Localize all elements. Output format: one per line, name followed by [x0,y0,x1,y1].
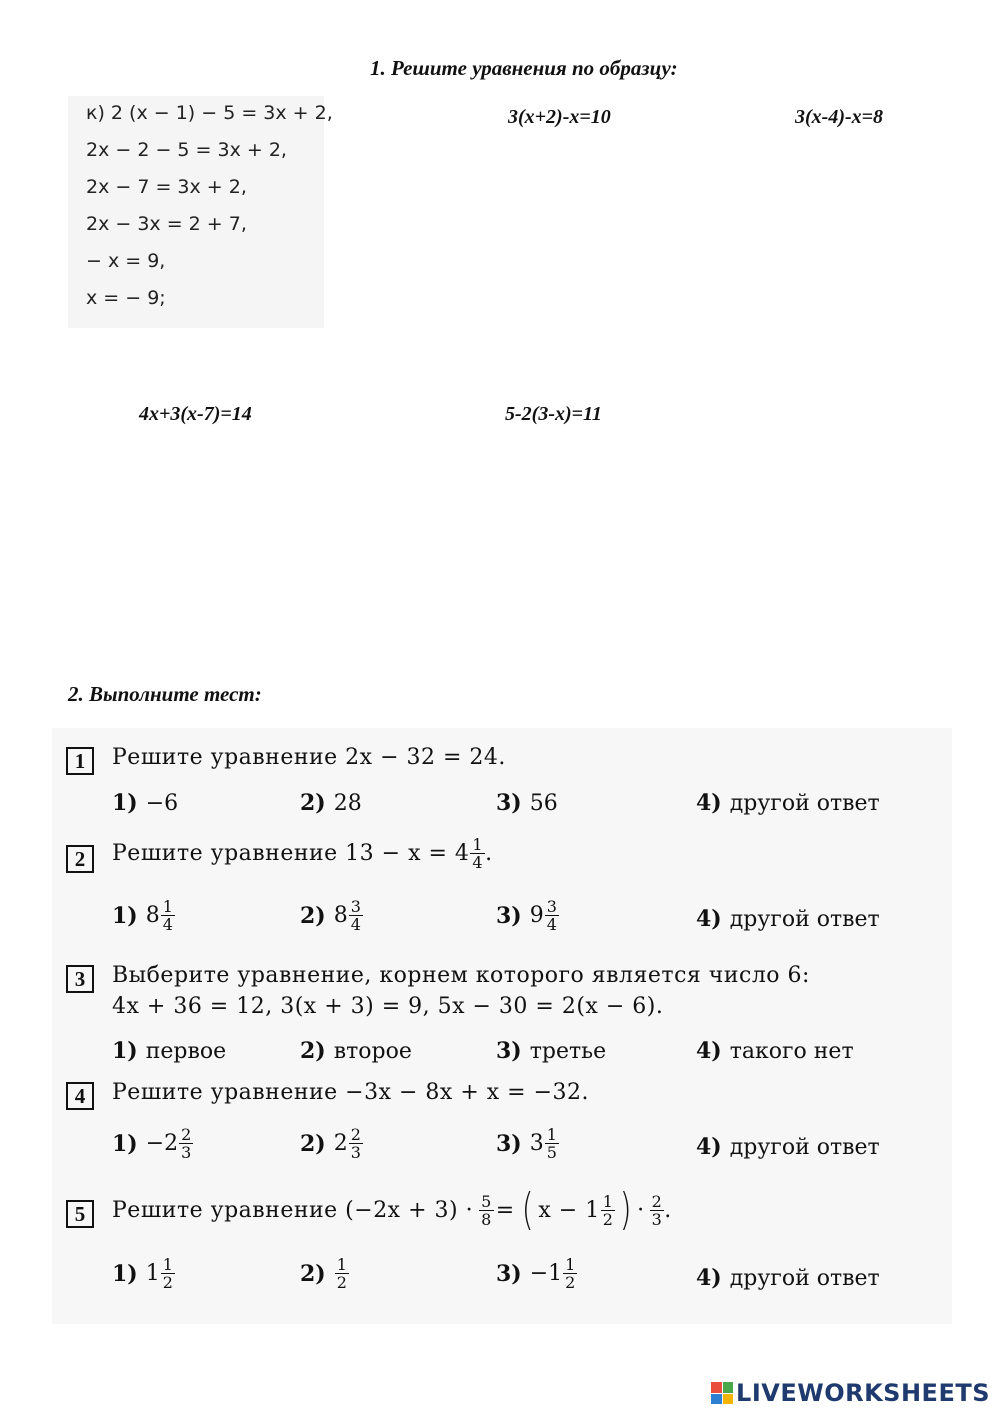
example-line: 2x − 7 = 3x + 2, [86,176,247,198]
fraction-numerator: 1 [162,897,173,916]
fraction-numerator: 1 [565,1255,576,1274]
fraction-denominator: 2 [565,1273,576,1292]
mixed-whole: 3 [529,1131,544,1156]
question-text: Решите уравнение −3x − 8x + x = −32. [112,1080,590,1105]
fraction-denominator: 4 [546,915,557,934]
option-label: 1) [112,1260,138,1287]
answer-option[interactable] [696,906,880,932]
fraction-denominator: 3 [350,1143,361,1162]
answer-option[interactable] [496,1126,559,1161]
answer-option[interactable] [300,790,362,816]
question-text-line2: 4x + 36 = 12, 3(x + 3) = 9, 5x − 30 = 2(x − 6). [112,994,664,1019]
option-label: 3) [496,790,522,816]
option-label: 1) [112,1038,138,1064]
mixed-whole: 2 [333,1131,348,1156]
option-label: 3) [496,1038,522,1064]
mixed-whole: 1 [145,1261,160,1286]
option-label: 4) [696,1134,722,1160]
fraction-numerator: 1 [162,1255,173,1274]
example-line: к) 2 (x − 1) − 5 = 3x + 2, [86,102,333,124]
question-text-main: Решите уравнение 13 − x = 4 [112,841,470,866]
fraction-denominator: 5 [546,1143,557,1162]
fraction-numerator: 1 [546,1125,557,1144]
fraction-denominator: 4 [350,915,361,934]
option-value: другой ответ [729,790,880,816]
answer-option[interactable] [112,790,178,816]
answer-option[interactable] [112,898,175,933]
fraction-numerator: 5 [481,1191,492,1211]
option-label: 4) [696,790,722,816]
test-block [52,728,952,1324]
brand-name: LIVEWORKSHEETS [736,1379,990,1407]
equation-a: 3(x+2)-x=10 [508,106,611,128]
answer-option[interactable] [300,1038,412,1064]
fraction-denominator: 3 [181,1143,192,1162]
option-label: 2) [300,1260,326,1287]
option-value: второе [333,1038,412,1064]
answer-option[interactable] [112,1038,226,1064]
option-label: 4) [696,1038,722,1064]
question-text-main: Решите уравнение (−2x + 3) · [112,1197,474,1223]
logo-square-icon [723,1382,734,1393]
example-solution [68,96,333,328]
option-label: 2) [300,1038,326,1064]
fraction-denominator: 4 [472,853,484,872]
logo-square-icon [723,1394,734,1405]
option-label: 1) [112,902,138,929]
answer-option[interactable] [496,790,558,816]
equation-d: 5-2(3-x)=11 [505,403,602,425]
fraction-denominator: 4 [162,915,173,934]
option-label: 1) [112,1130,138,1157]
fraction-numerator: 3 [350,897,361,916]
fraction-denominator: 2 [336,1273,347,1292]
equation-b: 3(x-4)-x=8 [795,106,884,128]
option-label: 2) [300,790,326,816]
answer-option[interactable] [300,1256,349,1291]
answer-option[interactable] [696,1265,880,1291]
fraction-numerator: 1 [602,1191,614,1211]
fraction-denominator: 2 [602,1209,614,1229]
example-line: 2x − 3x = 2 + 7, [86,213,247,235]
option-label: 3) [496,1130,522,1157]
option-value: 28 [333,790,362,816]
option-value: такого нет [729,1038,854,1064]
mixed-whole: 9 [529,903,544,928]
option-label: 3) [496,902,522,929]
option-value: первое [145,1038,227,1064]
example-line: − x = 9, [86,250,166,272]
fraction-denominator: 3 [651,1209,663,1229]
question-number: 3 [66,965,94,993]
answer-option[interactable] [300,898,363,933]
question-text [112,836,493,871]
answer-option[interactable] [496,1038,606,1064]
equation-c: 4x+3(x-7)=14 [139,403,252,425]
logo-square-icon [711,1394,722,1405]
question-number: 2 [66,845,94,873]
fraction-denominator: 2 [162,1273,173,1292]
option-label: 2) [300,1130,326,1157]
fraction-numerator: 2 [350,1125,361,1144]
equals-sign: = [495,1197,515,1223]
question-text: Выберите уравнение, корнем которого является число 6: [112,963,810,988]
option-label: 4) [696,1265,722,1291]
option-label: 1) [112,790,138,816]
left-paren: ( [521,1184,534,1235]
liveworksheets-logo[interactable] [711,1379,990,1407]
answer-option[interactable] [300,1126,363,1161]
option-label: 2) [300,902,326,929]
question-text [112,1184,672,1235]
option-value: другой ответ [729,906,880,932]
question-number: 4 [66,1082,94,1110]
option-value: −6 [145,790,179,816]
inner-expression: x − 1 [538,1197,600,1223]
logo-square-icon [711,1382,722,1393]
answer-option[interactable] [696,790,880,816]
question-number: 5 [66,1200,94,1228]
option-value: третье [529,1038,607,1064]
answer-option[interactable] [496,898,559,933]
answer-option[interactable] [696,1038,854,1064]
question-number: 1 [66,747,94,775]
option-value: другой ответ [729,1265,880,1291]
task1-title: 1. Решите уравнения по образцу: [370,56,678,80]
question-tail: . [485,841,493,866]
example-line: x = − 9; [86,287,166,309]
mixed-whole: −2 [145,1131,179,1156]
question-tail: . [664,1197,672,1223]
answer-option[interactable] [696,1134,880,1160]
option-value: 56 [529,790,558,816]
mixed-whole: 8 [145,903,160,928]
mixed-whole: −1 [529,1261,563,1286]
option-value: другой ответ [729,1134,880,1160]
option-label: 3) [496,1260,522,1287]
answer-option[interactable] [112,1126,193,1161]
fraction-numerator: 1 [336,1255,347,1274]
fraction-numerator: 1 [472,835,484,854]
right-paren: ) [620,1184,633,1235]
answer-option[interactable] [112,1256,175,1291]
multiply-dot: · [637,1197,645,1223]
fraction-numerator: 2 [651,1191,663,1211]
example-line: 2x − 2 − 5 = 3x + 2, [86,139,287,161]
task2-title: 2. Выполните тест: [68,682,262,706]
fraction-numerator: 2 [181,1125,192,1144]
option-label: 4) [696,906,722,932]
answer-option[interactable] [496,1256,577,1291]
question-text: Решите уравнение 2x − 32 = 24. [112,745,506,770]
fraction-denominator: 8 [481,1209,492,1229]
mixed-whole: 8 [333,903,348,928]
liveworksheets-icon [711,1382,733,1404]
fraction-numerator: 3 [546,897,557,916]
